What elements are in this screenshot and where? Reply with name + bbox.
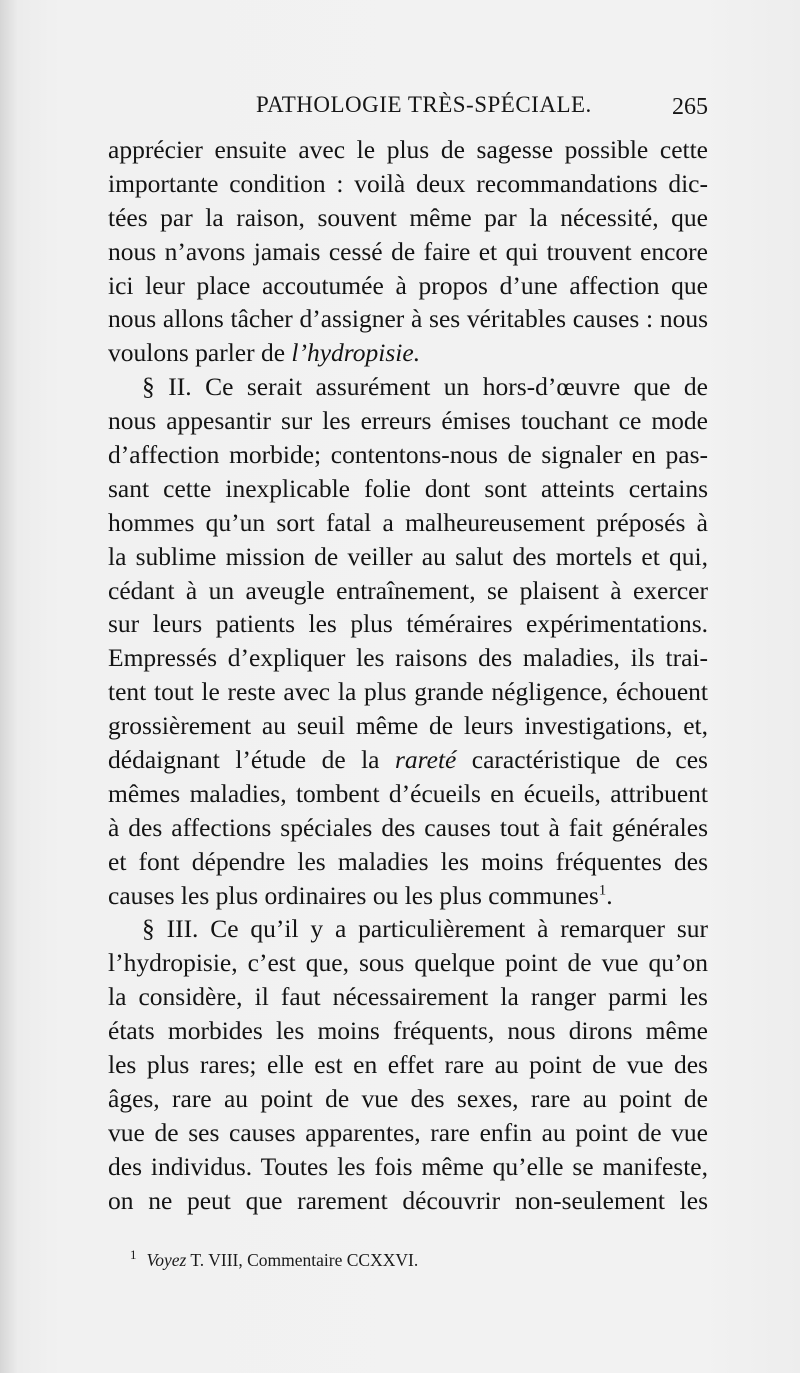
footnote-mark: 1 — [130, 1247, 137, 1263]
text-line: grossièrement au seuil même de leurs investigations, et, — [108, 711, 708, 741]
paragraph-start: § II. Ce serait assurément un hors-d’œuvre que de — [142, 372, 708, 402]
body-text — [108, 133, 708, 1218]
text-line: nous appesantir sur les erreurs émises touchant ce mode — [108, 406, 708, 436]
text-line: nous allons tâcher d’assigner à ses véritables causes : nous — [108, 304, 708, 334]
italic-term: l’hydropisie. — [291, 338, 421, 368]
text-line: sur leurs patients les plus téméraires expérimentations. — [108, 609, 708, 639]
running-head — [108, 88, 708, 122]
text-run: . — [606, 880, 613, 910]
text-line — [108, 336, 708, 370]
text-line: importante condition : voilà deux recommandations dic- — [108, 168, 708, 198]
text-line — [108, 879, 708, 913]
footnote-voyez: Voyez — [146, 1250, 187, 1270]
text-line: l’hydropisie, c’est que, sous quelque point de vue qu’on — [108, 948, 708, 978]
text-line: Empressés d’expliquer les raisons des maladies, ils trai- — [108, 643, 708, 673]
text-line: la considère, il faut nécessairement la ranger parmi les — [108, 982, 708, 1012]
text-line: états morbides les moins fréquents, nous dirons même — [108, 1016, 708, 1046]
text-line: les plus rares; elle est en effet rare au point de vue des — [108, 1050, 708, 1080]
text-line: tées par la raison, souvent même par la nécessité, que — [108, 202, 708, 232]
text-line: et font dépendre les maladies les moins fréquentes des — [108, 846, 708, 876]
running-title: PATHOLOGIE TRÈS-SPÉCIALE. — [256, 92, 592, 117]
italic-term: rareté — [394, 745, 457, 775]
text-line: à des affections spéciales des causes tout à fait générales — [108, 812, 708, 842]
text-line: vue de ses causes apparentes, rare enfin au point de vue — [108, 1117, 708, 1147]
text-run: caractéristique de ces — [456, 745, 708, 775]
text-line: tent tout le reste avec la plus grande négligence, échouent — [108, 677, 708, 707]
text-line — [108, 743, 708, 777]
text-line: la sublime mission de veiller au salut des mortels et qui, — [108, 541, 708, 571]
text-run: causes les plus ordinaires ou les plus communes — [108, 880, 599, 910]
footnote-text: T. VIII, Commentaire CCXXVI. — [186, 1250, 419, 1270]
text-line: nous n’avons jamais cessé de faire et qui trouvent encore — [108, 236, 708, 266]
paragraph-start: § III. Ce qu’il y a particulièrement à remarquer sur — [142, 914, 708, 944]
footnote — [130, 1247, 419, 1271]
text-line: apprécier ensuite avec le plus de sagesse possible cette — [108, 135, 708, 164]
text-line: des individus. Toutes les fois même qu’elle se manifeste, — [108, 1151, 708, 1181]
page-number: 265 — [672, 94, 708, 120]
text-line: sant cette inexplicable folie dont sont atteints certains — [108, 473, 708, 503]
text-line: âges, rare au point de vue des sexes, rare au point de — [108, 1083, 708, 1113]
text-run: dédaignant l’étude de la — [108, 745, 395, 775]
text-run: voulons parler de — [108, 338, 292, 368]
text-line: mêmes maladies, tombent d’écueils en écueils, attribuent — [108, 778, 708, 808]
footnote-reference[interactable]: 1 — [598, 882, 607, 899]
text-line: on ne peut que rarement découvrir non-seulement les — [108, 1185, 708, 1215]
text-line: d’affection morbide; contentons-nous de signaler en pas- — [108, 440, 708, 470]
text-line: hommes qu’un sort fatal a malheureusement préposés à — [108, 507, 708, 537]
text-line: ici leur place accoutumée à propos d’une affection que — [108, 270, 708, 300]
text-line: cédant à un aveugle entraînement, se plaisent à exercer — [108, 575, 708, 605]
